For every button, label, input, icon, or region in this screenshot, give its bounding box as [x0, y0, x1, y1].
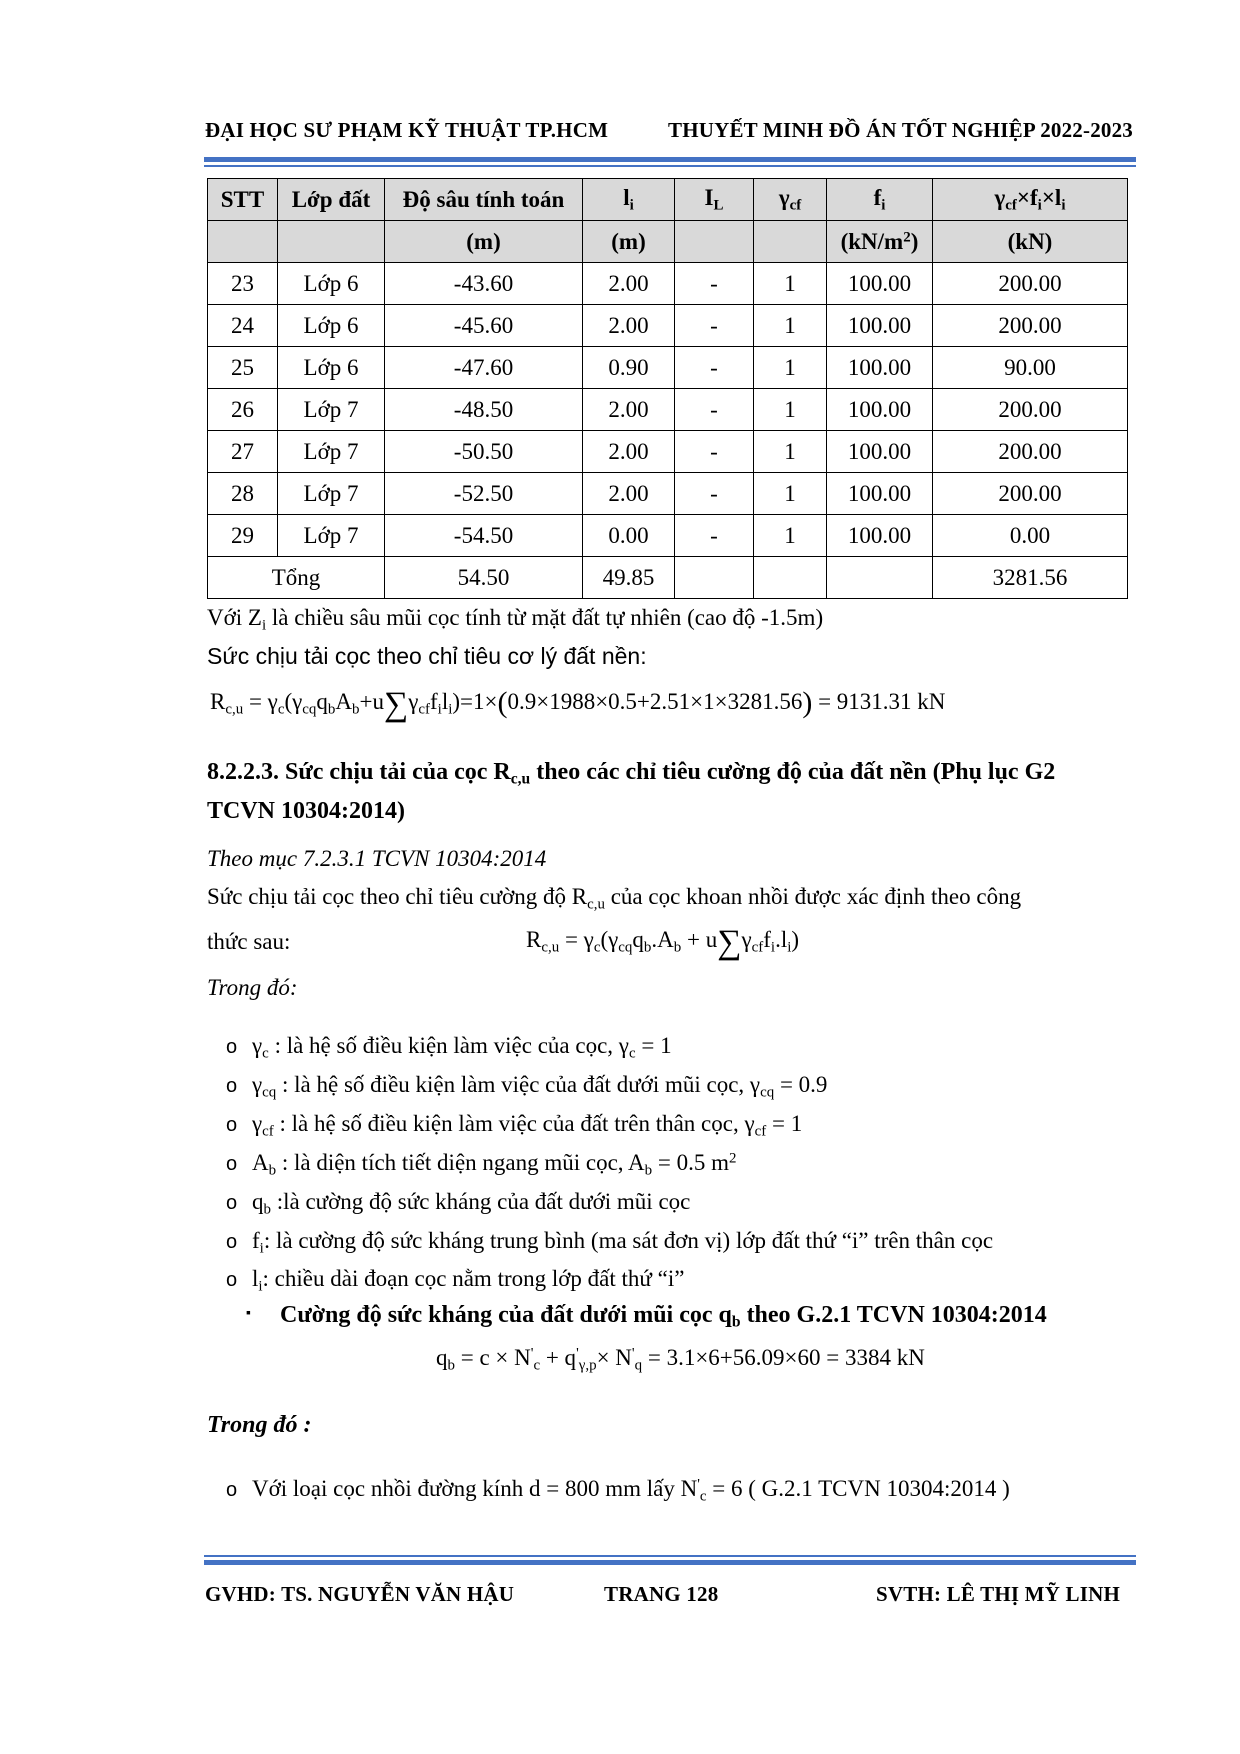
- table-row: [208, 305, 1128, 347]
- table-cell: Lớp 6: [278, 263, 385, 305]
- table-cell: 200.00: [933, 473, 1128, 515]
- definition-item: $q_b$ :là cường độ sức kháng của đất dưới mũi cọc: [252, 1189, 691, 1218]
- col-depth: Độ sâu tính toán: [385, 179, 583, 221]
- bullet-marker: o: [226, 1075, 238, 1097]
- table-cell: Lớp 7: [278, 431, 385, 473]
- bullet-marker: o: [226, 1036, 238, 1058]
- where-label-2: Trong đó :: [207, 1412, 312, 1438]
- total-li: 49.85: [583, 557, 675, 599]
- table-row: [208, 431, 1128, 473]
- unit-depth: (m): [385, 221, 583, 263]
- total-depth: 54.50: [385, 557, 583, 599]
- formula-bearing-physical: $R_{c,u} = \gamma_c(\gamma_{cq}q_bA_b+u\sum\gamma_{cf}f_il_i)=1\times(0.9\times 1988\times 0.5+2.51\times 1\times 3281.56) = 9131.31$ kN: [210, 686, 946, 723]
- table-cell: -52.50: [385, 473, 583, 515]
- table-cell: Lớp 7: [278, 515, 385, 557]
- footer-advisor: GVHD: TS. NGUYỄN VĂN HẬU: [205, 1582, 515, 1606]
- table-cell: 0.00: [933, 515, 1128, 557]
- paragraph-strength: Sức chịu tải cọc theo chỉ tiêu cường độ $R_{c,u}$ của cọc khoan nhồi được xác định theo công: [207, 884, 1022, 913]
- table-cell: 25: [208, 347, 278, 389]
- table-cell: 23: [208, 263, 278, 305]
- table-cell: 1: [754, 347, 827, 389]
- definition-item: $A_b$ : là diện tích tiết diện ngang mũi cọc, $A_b = 0.5$ $m^2$: [252, 1150, 737, 1179]
- table-cell: -: [675, 389, 754, 431]
- header-rule-thick: [204, 157, 1136, 162]
- bullet-marker: o: [226, 1192, 238, 1214]
- footer-page-number: TRANG 128: [604, 1582, 719, 1606]
- definition-item: $f_i$: là cường độ sức kháng trung bình (ma sát đơn vị) lớp đất thứ “i” trên thân cọc: [252, 1228, 994, 1257]
- table-cell: 200.00: [933, 263, 1128, 305]
- table-cell: -: [675, 263, 754, 305]
- table-row: [208, 263, 1128, 305]
- table-cell: 28: [208, 473, 278, 515]
- table-cell: 1: [754, 473, 827, 515]
- col-layer: Lớp đất: [278, 179, 385, 221]
- header-rule-thin: [204, 165, 1136, 167]
- footer-rule-thick: [204, 1560, 1136, 1565]
- table-cell: -54.50: [385, 515, 583, 557]
- last-bullet-marker: o: [226, 1479, 238, 1501]
- col-fi: $f_i$: [827, 179, 933, 221]
- square-bullet: ▪: [246, 1306, 251, 1321]
- table-cell: 2.00: [583, 389, 675, 431]
- header-school: ĐẠI HỌC SƯ PHẠM KỸ THUẬT TP.HCM: [205, 118, 609, 142]
- table-cell: 100.00: [827, 389, 933, 431]
- bearing-title: Sức chịu tải cọc theo chỉ tiêu cơ lý đất nền:: [207, 643, 647, 669]
- total-product: 3281.56: [933, 557, 1128, 599]
- bullet-marker: o: [226, 1114, 238, 1136]
- table-cell: 2.00: [583, 473, 675, 515]
- bullet-marker: o: [226, 1153, 238, 1175]
- table-cell: 100.00: [827, 431, 933, 473]
- table-cell: -: [675, 347, 754, 389]
- col-gcf: $\gamma_{cf}$: [754, 179, 827, 221]
- table-cell: 100.00: [827, 347, 933, 389]
- soil-layer-table: [207, 178, 1128, 599]
- definition-item: $l_i$: chiều dài đoạn cọc nằm trong lớp đất thứ “i”: [252, 1266, 685, 1295]
- unit-fi: $(kN/m^2)$: [827, 221, 933, 263]
- table-cell: 29: [208, 515, 278, 557]
- table-cell: -45.60: [385, 305, 583, 347]
- definition-item: $\gamma_{cf}$ : là hệ số điều kiện làm việc của đất trên thân cọc, $\gamma_{cf} = 1$: [252, 1111, 803, 1140]
- unit-li: (m): [583, 221, 675, 263]
- formula-bearing-strength: $R_{c,u} = \gamma_c(\gamma_{cq}q_b.A_b + u\sum\gamma_{cf}f_i.l_i)$: [526, 924, 800, 961]
- total-label: Tổng: [208, 557, 385, 599]
- table-cell: 100.00: [827, 305, 933, 347]
- col-il: $I_L$: [675, 179, 754, 221]
- col-li: $l_i$: [583, 179, 675, 221]
- table-cell: 24: [208, 305, 278, 347]
- reference-clause: Theo mục 7.2.3.1 TCVN 10304:2014: [207, 846, 547, 871]
- last-bullet-text: Với loại cọc nhồi đường kính d = 800 mm lấy $N'_c = 6$ ( G.2.1 TCVN 10304:2014 ): [252, 1476, 1010, 1505]
- table-cell: 2.00: [583, 305, 675, 347]
- definition-item: $\gamma_c$ : là hệ số điều kiện làm việc của cọc, $\gamma_c = 1$: [252, 1033, 672, 1062]
- table-cell: 200.00: [933, 389, 1128, 431]
- table-cell: -43.60: [385, 263, 583, 305]
- table-cell: 2.00: [583, 263, 675, 305]
- table-row: [208, 473, 1128, 515]
- table-cell: Lớp 7: [278, 473, 385, 515]
- col-stt: STT: [208, 179, 278, 221]
- table-cell: -: [675, 473, 754, 515]
- table-cell: 200.00: [933, 305, 1128, 347]
- table-cell: 100.00: [827, 263, 933, 305]
- table-cell: 100.00: [827, 515, 933, 557]
- formula-qb: $q_b = c \times N'_c + q'_{\gamma,p}\times N'_q = 3.1\times 6+56.09\times 60 = 3384$ kN: [436, 1345, 925, 1374]
- where-label: Trong đó:: [207, 975, 298, 1000]
- definition-item: $\gamma_{cq}$ : là hệ số điều kiện làm việc của đất dưới mũi cọc, $\gamma_{cq} = 0.9$: [252, 1072, 828, 1101]
- bullet-marker: o: [226, 1269, 238, 1291]
- table-cell: 100.00: [827, 473, 933, 515]
- section-heading-line2: TCVN 10304:2014): [207, 798, 405, 824]
- section-heading: 8.2.2.3. Sức chịu tải của cọc $R_{c,u}$ theo các chỉ tiêu cường độ của đất nền (Phụ lục G2: [207, 759, 1056, 788]
- table-cell: 1: [754, 263, 827, 305]
- table-row: [208, 347, 1128, 389]
- table-cell: 2.00: [583, 431, 675, 473]
- table-cell: -50.50: [385, 431, 583, 473]
- unit-product: (kN): [933, 221, 1128, 263]
- table-cell: Lớp 7: [278, 389, 385, 431]
- table-cell: 1: [754, 305, 827, 347]
- table-unit-row: [208, 221, 1128, 263]
- table-cell: Lớp 6: [278, 347, 385, 389]
- note-zi: Với $Z_i$ là chiều sâu mũi cọc tính từ mặt đất tự nhiên (cao độ -1.5m): [207, 605, 824, 634]
- table-cell: 0.90: [583, 347, 675, 389]
- footer-rule-thin: [204, 1555, 1136, 1557]
- table-cell: 26: [208, 389, 278, 431]
- col-product: $\gamma_{cf}\times f_i\times l_i$: [933, 179, 1128, 221]
- footer-student: SVTH: LÊ THỊ MỸ LINH: [876, 1582, 1120, 1606]
- table-cell: 27: [208, 431, 278, 473]
- table-cell: 200.00: [933, 431, 1128, 473]
- table-row: [208, 515, 1128, 557]
- table-cell: -: [675, 431, 754, 473]
- table-cell: 90.00: [933, 347, 1128, 389]
- bullet-marker: o: [226, 1231, 238, 1253]
- table-cell: 0.00: [583, 515, 675, 557]
- table-cell: 1: [754, 431, 827, 473]
- table-cell: -48.50: [385, 389, 583, 431]
- table-cell: -47.60: [385, 347, 583, 389]
- paragraph-formula-intro: thức sau:: [207, 929, 291, 954]
- table-cell: 1: [754, 389, 827, 431]
- table-cell: Lớp 6: [278, 305, 385, 347]
- header-title: THUYẾT MINH ĐỒ ÁN TỐT NGHIỆP 2022-2023: [668, 118, 1133, 142]
- table-cell: -: [675, 305, 754, 347]
- table-header-row: [208, 179, 1128, 221]
- table-cell: 1: [754, 515, 827, 557]
- tip-resistance-heading: Cường độ sức kháng của đất dưới mũi cọc $q_b$ theo G.2.1 TCVN 10304:2014: [280, 1302, 1047, 1331]
- table-total-row: [208, 557, 1128, 599]
- table-cell: -: [675, 515, 754, 557]
- table-row: [208, 389, 1128, 431]
